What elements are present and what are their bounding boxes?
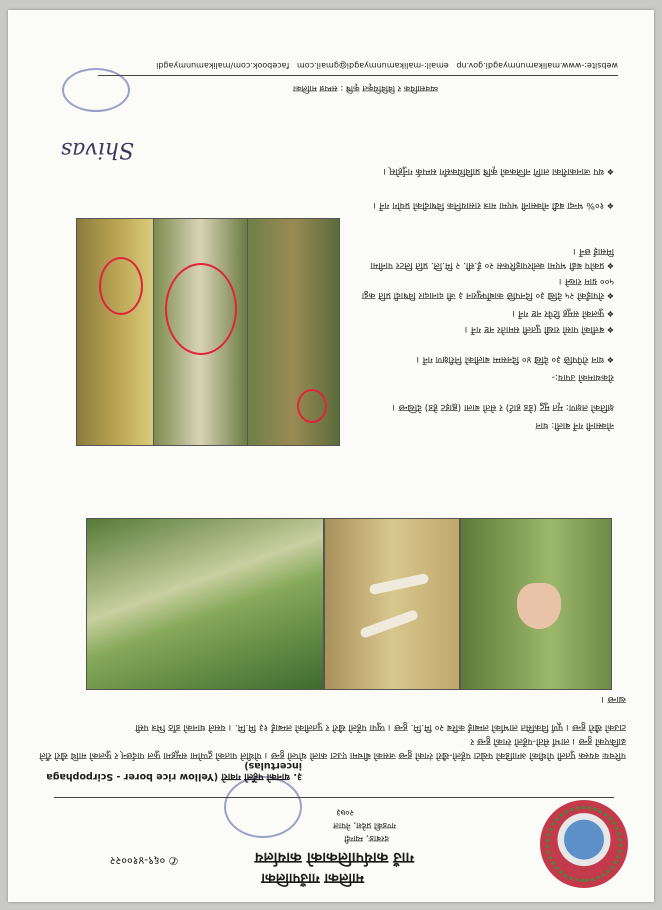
footer-email[interactable]: email:-malikamunmyagdi@gmail.com [296,61,449,70]
municipality-logo [540,800,628,888]
control-bullet-7: ❖ थप जानकारीका लागि नजिकको कृषि प्राविधिकसँग सम्पर्क गर्नुहोस् । [54,164,614,178]
footer-divider [98,75,618,76]
damage-crop: नोक्सानी गर्ने बाली: धान [535,420,614,430]
larva-photo [324,518,460,690]
highlight-circle-3 [99,257,143,315]
footer-slogan: व्यवसायिक र विविधिकृत कृषि : सम्पन्न मालिका [292,83,438,93]
moth-shape [517,583,561,629]
deadheart-photo [246,218,340,446]
intro-line-2: टाउको खैरो हुन्छ । पूर्ण विकसित लार्भाको लम्बाई करिब २० मि.मि. हुन्छ । प्युपा पहेंलो खैरो र पुतलीको लम्बाई १३ मि.मि. । यसले धानको डाँठ भित्र पसी [135,722,626,732]
footer-facebook[interactable]: facebook.com/malikamunmyagdi [156,61,290,70]
intro-line-1: परिचयः वयस्क पुतली पोथीको अगाडिको पखेटा पहेंलो-खैरो रंगको हुन्छ जसको बीचमा एउटा कालो थोप्लो हुन्छ । पोथीले पातको टुप्पोमा समूहमा फुल पार्दछन् र फुलको माथि खैरो रौंले ढाकिएको हुन्छ । लार्भा सेतो-पहेंलो रंगको हुन्छ र [39,736,626,760]
phone-number: ०६९-४१००२२ [109,854,166,867]
highlight-circle-2 [165,263,237,355]
stem-photo [76,218,154,446]
highlight-circle-1 [297,389,327,423]
footer-website[interactable]: website:-www.malikamunmyagdi.gov.np [456,61,618,70]
office-title: मालिका गाउँपालिका [261,870,364,886]
location-line-1: दरबाङ, म्याग्दी [344,833,389,843]
control-bullet-5: ❖ प्रकोप बढी भएमा क्लोरपाइरिफस २० ई.सी. २ मि.लि. प्रति लिटर पानीमा मिसाई छर्ने । [352,244,614,272]
phone-icon: ✆ [168,854,178,867]
section-heading: ३. धानको पहेँलो गवारो (Yellow rice borer - Scirpophaga incertulas) [46,760,302,782]
control-bullet-6: ❖ १०% भन्दा बढी नोक्सानी भएमा मात्र रासायनिक विषादीको प्रयोग गर्ने । [54,198,614,212]
phone-row [110,853,178,868]
whitehead-photo [152,218,248,446]
footer-contact-row [156,59,618,72]
control-heading: रोकथामको उपाय:- [551,372,614,382]
intro-line-3: खान्छ । [601,694,626,704]
control-bullet-2: ❖ बत्तीको पासो राखी पुतली समातेर नष्ट गर्ने । [352,322,614,336]
location-line-2: गण्डकी प्रदेश, नेपाल [333,820,396,830]
rotated-document-content [8,10,654,902]
signature: Shivas [60,137,134,162]
control-bullet-4: ❖ रोपाइँको २५ देखि ३० दिनपछि कार्बोफ्युरान ३ जी दानादार विषादी प्रति कट्ठा ५०० ग्राम राख्ने । [352,274,614,302]
moth-photo [460,518,612,690]
whitehead-field-photo [86,518,324,690]
header-divider [54,797,614,798]
larva-shape-2 [369,573,430,595]
year-text: २०७३ [336,807,354,817]
document-page [8,10,654,902]
control-bullet-1: ❖ धान रोपेपछि ३० देखि ४० दिनसम्म बालीको निरीक्षण गर्ने । [352,352,614,366]
larva-shape-1 [359,609,419,639]
office-stamp [224,776,302,838]
symptoms-text: क्षतिको लक्षण: मृत मुटु (डेड हार्ट) र सेतो बाला (ह्वाइट हेड) देखिन्छ । [392,402,614,412]
control-bullet-3: ❖ फुलको समूह टिपेर नष्ट गर्ने । [352,306,614,320]
office-name: गाउँ कार्यपालिकाको कार्यालय [254,849,414,867]
